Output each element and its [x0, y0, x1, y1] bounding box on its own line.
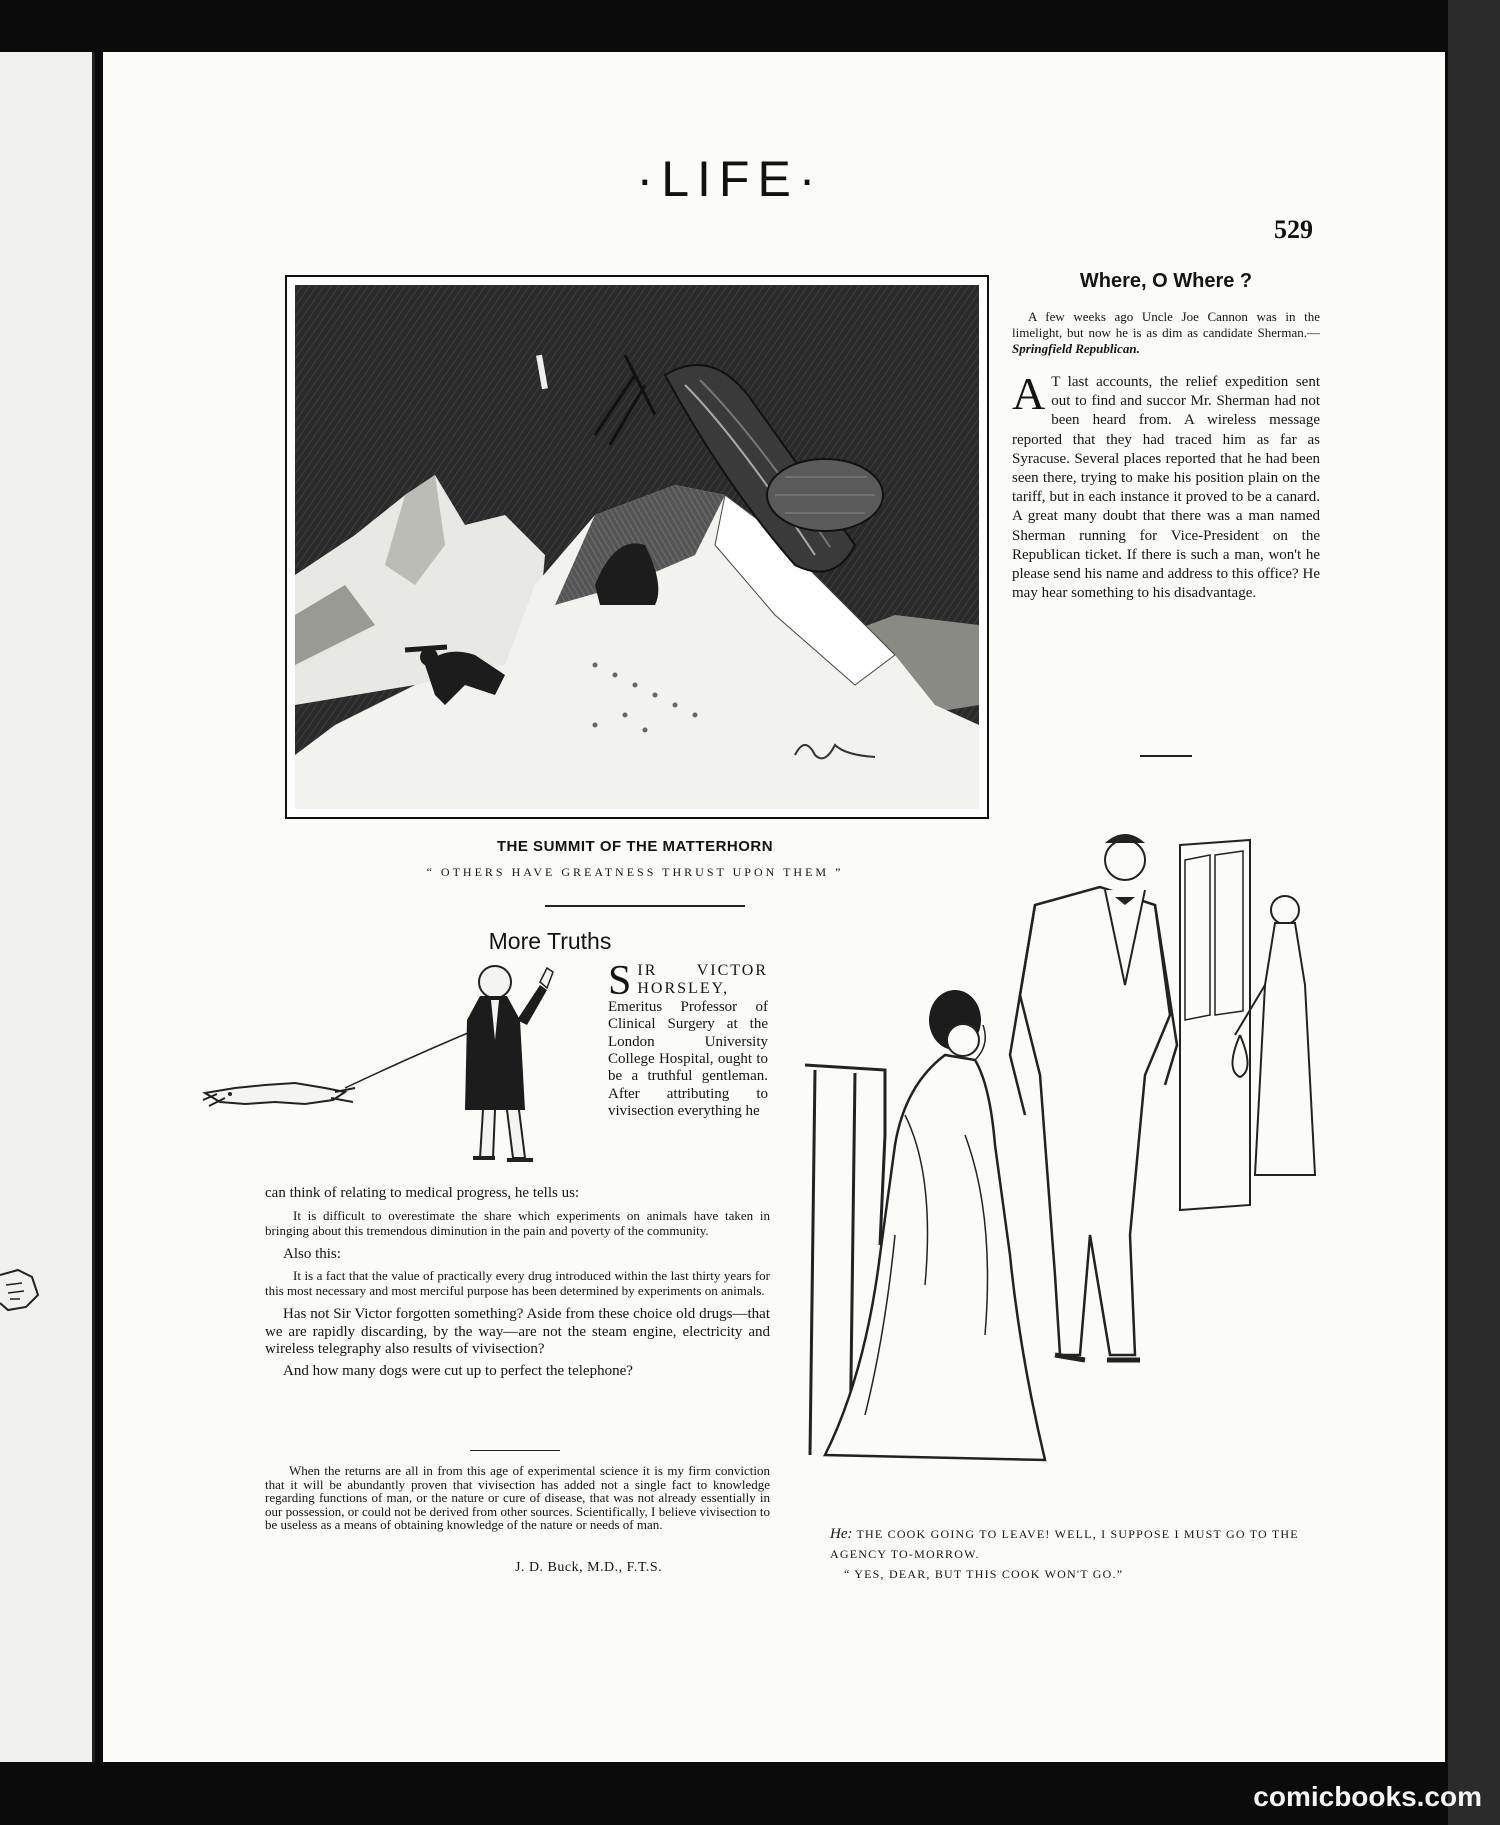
- section-divider: [545, 905, 745, 907]
- page-number: 529: [1274, 215, 1313, 244]
- where-body-text: T last accounts, the relief expedition sent out to find and succor Mr. Sherman had not been heard from. A wireless message reported that they had traced him as far as Syracuse. Several places reported that he had been seen there, trying to make his position plain on the tariff, but in each instance it proved to be a canard. A great many doubt that there was a man named Sherman running for Vice-President on the Republican ticket. If there is such a man, won't he please send his name and address to this office? He may hear something to his disadvantage.: [1012, 374, 1320, 602]
- where-epigraph: [1012, 309, 1320, 357]
- epigraph-source: Springfield Republican.: [1012, 341, 1140, 356]
- truths-quote-2: It is a fact that the value of practically every drug introduced within the last thirty years for this most necessary and most merciful purpose has been determined by experiments on animals.: [265, 1268, 770, 1298]
- where-article: [1012, 270, 1320, 603]
- truths-letter: When the returns are all in from this age of experimental science it is my firm conviction that it will be abundantly proven that vivisection has added not a single fact to knowledge regarding functions of man, or the nature or cure of disease, that was not already essentially in our possession, or could not be derived from other sources. Scientifically, I believe vivisection to be useless as a means of obtaining knowledge of the nature or needs of man.: [265, 1463, 770, 1533]
- cook-caption-line: [830, 1524, 1320, 1564]
- matterhorn-cartoon: [285, 275, 989, 819]
- truths-title: More Truths: [488, 928, 612, 954]
- where-title: Where, O Where ?: [1079, 270, 1253, 292]
- truths-quote-1: It is difficult to overestimate the share which experiments on animals have taken in bringing about this tremendous diminution in the pain and poverty of the community.: [265, 1207, 770, 1238]
- masthead-title: ·LIFE·: [636, 151, 824, 207]
- caption-line-1: THE COOK GOING TO LEAVE! WELL, I SUPPOSE I MUST GO TO THE AGENCY TO-MORROW.: [830, 1527, 1299, 1561]
- where-dropcap: A: [1012, 368, 1046, 419]
- truths-dropcap: S: [608, 958, 632, 1004]
- cook-cartoon-caption: [830, 1524, 1320, 1584]
- truths-lead-continued: can think of relating to medical progress, he tells us:: [265, 1185, 580, 1201]
- cartoon-subtitle: “ OTHERS HAVE GREATNESS THRUST UPON THEM ”: [426, 865, 844, 879]
- where-body: [1012, 368, 1320, 603]
- matterhorn-illustration: [295, 285, 979, 809]
- previous-page-edge: [0, 52, 95, 1762]
- truths-lead: [608, 958, 768, 1121]
- truths-paragraph-1: Has not Sir Victor forgotten something? Aside from these choice old drugs—that we are rapidly discarding, by the way—are not the steam engine, electricity and wireless telegraphy also results of vivisection?: [265, 1306, 770, 1357]
- caption-speaker: He:: [830, 1526, 853, 1542]
- truths-divider: [470, 1450, 560, 1451]
- truths-paragraph-2: And how many dogs were cut up to perfect the telephone?: [283, 1362, 633, 1379]
- truths-lead-body: Emeritus Professor of Clinical Surgery at the London University College Hospital, ought to be a truthful gentleman. After attributing to vivisection everything he: [608, 998, 768, 1120]
- scan-border: [1448, 0, 1500, 1825]
- cartoon-title: THE SUMMIT OF THE MATTERHORN: [496, 838, 774, 855]
- cook-cartoon-illustration: [795, 815, 1335, 1505]
- where-divider: [1140, 755, 1192, 757]
- epigraph-text: A few weeks ago Uncle Joe Cannon was in the limelight, but now he is as dim as candidate Sherman.—: [1012, 309, 1320, 340]
- truths-also: Also this:: [283, 1245, 341, 1262]
- left-page-drawing-fragment: [0, 1255, 60, 1325]
- truths-lead-name: IR VICTOR HORSLEY,: [637, 962, 768, 998]
- watermark: comicbooks.com: [1253, 1781, 1482, 1812]
- caption-reply: “ YES, DEAR, BUT THIS COOK WON'T GO.”: [844, 1567, 1124, 1581]
- truths-continued: [265, 1185, 770, 1380]
- doctor-with-dog-illustration: [195, 960, 605, 1175]
- truths-signature: J. D. Buck, M.D., F.T.S.: [515, 1560, 663, 1575]
